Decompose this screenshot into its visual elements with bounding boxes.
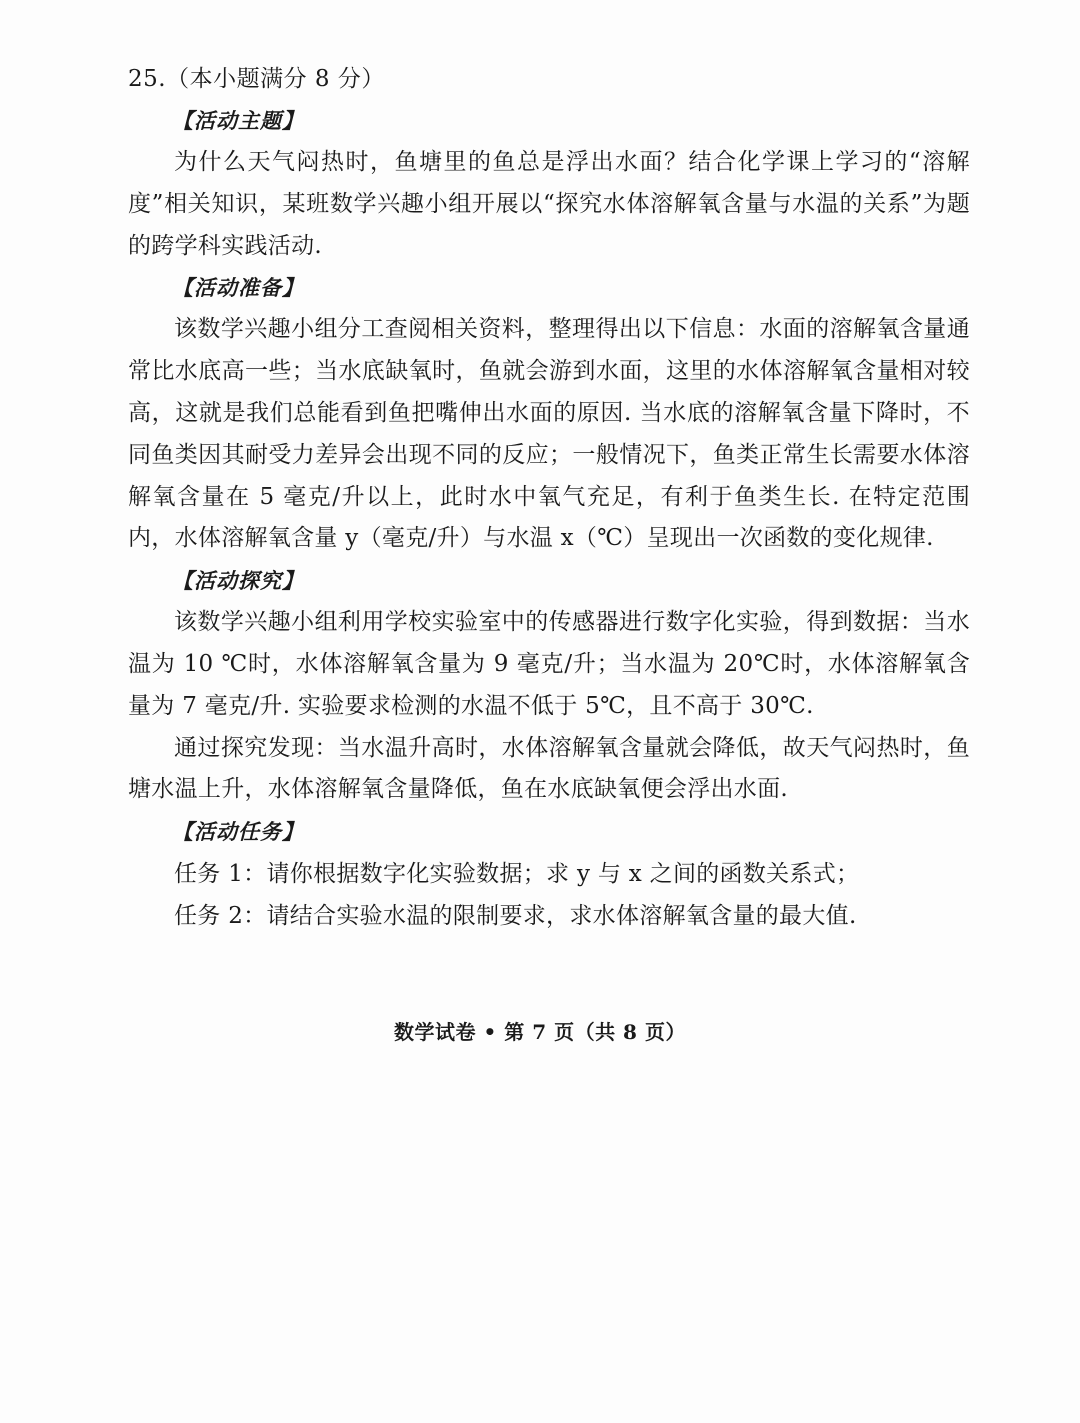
tasks-title: 【活动任务】 <box>172 819 304 845</box>
preparation-paragraph: 该数学兴趣小组分工查阅相关资料，整理得出以下信息：水面的溶解氧含量通常比水底高一些；当水底缺氧时，鱼就会游到水面，这里的水体溶解氧含量相对较高，这就是我们总能看到鱼把嘴伸出水面的原因. 当水底的溶解氧含量下降时，不同鱼类因其耐受力差异会出现不同的反应；一般情况下，鱼类正常生长需要水体溶解氧含量在 5 毫克/升以上，此时水中氧气充足，有利于鱼类生长. 在特定范围内，水体溶解氧含量 y（毫克/升）与水温 x（℃）呈现出一次函数的变化规律. <box>128 316 970 552</box>
theme-paragraph: 为什么天气闷热时，鱼塘里的鱼总是浮出水面？结合化学课上学习的“溶解度”相关知识，某班数学兴趣小组开展以“探究水体溶解氧含量与水温的关系”为题的跨学科实践活动. <box>128 149 970 259</box>
question-header: 25.（本小题满分 8 分） <box>128 66 385 92</box>
exploration-title: 【活动探究】 <box>172 568 304 594</box>
exploration-paragraph-2: 通过探究发现：当水温升高时，水体溶解氧含量就会降低，故天气闷热时，鱼塘水温上升，水体溶解氧含量降低，鱼在水底缺氧便会浮出水面. <box>128 734 970 803</box>
task-1: 任务 1：请你根据数字化实验数据；求 y 与 x 之间的函数关系式； <box>174 861 860 888</box>
task-2: 任务 2：请结合实验水温的限制要求，求水体溶解氧含量的最大值. <box>174 903 857 930</box>
question-body <box>128 58 970 937</box>
page-footer: 数学试卷 • 第 7 页（共 8 页） <box>394 1020 686 1044</box>
preparation-title: 【活动准备】 <box>172 275 304 301</box>
theme-title: 【活动主题】 <box>172 108 304 133</box>
exploration-paragraph-1: 该数学兴趣小组利用学校实验室中的传感器进行数字化实验，得到数据：当水温为 10 ℃时，水体溶解氧含量为 9 毫克/升；当水温为 20℃时，水体溶解氧含量为 7 毫克/升. 实验要求检测的水温不低于 5℃，且不高于 30℃. <box>128 609 970 719</box>
